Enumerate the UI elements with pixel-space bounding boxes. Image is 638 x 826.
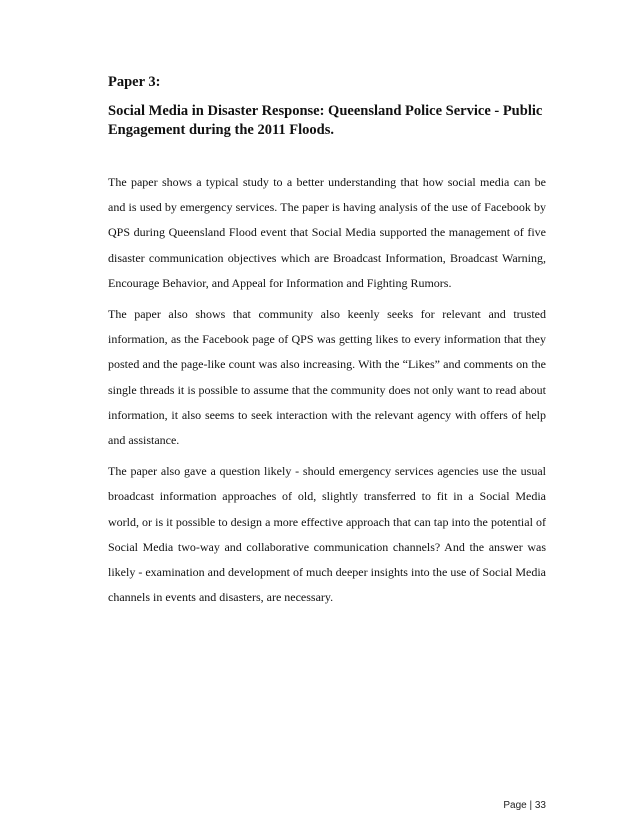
page-number: Page | 33 — [503, 800, 546, 811]
paragraph-1: The paper shows a typical study to a better understanding that how social media can be and is used by emergency services. The paper is having analysis of the use of Facebook by QPS during Queensland Flood event that Social Media supported the management of five disaster communication objectives which are Broadcast Information, Broadcast Warning, Encourage Behavior, and Appeal for Information and Fighting Rumors. — [108, 175, 546, 290]
document-body — [108, 72, 546, 616]
paragraph-2: The paper also shows that community also keenly seeks for relevant and trusted information, as the Facebook page of QPS was getting likes to every information that they posted and the page-like count was also increasing. With the “Likes” and comments on the single threads it is possible to assume that the community does not only want to read about information, it also seems to seek interaction with the relevant agency with offers of help and assistance. — [108, 307, 546, 448]
paper-title: Social Media in Disaster Response: Queensland Police Service - Public Engagement during the 2011 Floods. — [108, 103, 543, 138]
paper-label: Paper 3: — [108, 74, 161, 90]
paragraph-3: The paper also gave a question likely - should emergency services agencies use the usual broadcast information approaches of old, slightly transferred to fit in a Social Media world, or is it possible to design a more effective approach that can tap into the potential of Social Media two-way and collaborative communication channels? And the answer was likely - examination and development of much deeper insights into the use of Social Media channels in events and disasters, are necessary. — [108, 464, 546, 605]
